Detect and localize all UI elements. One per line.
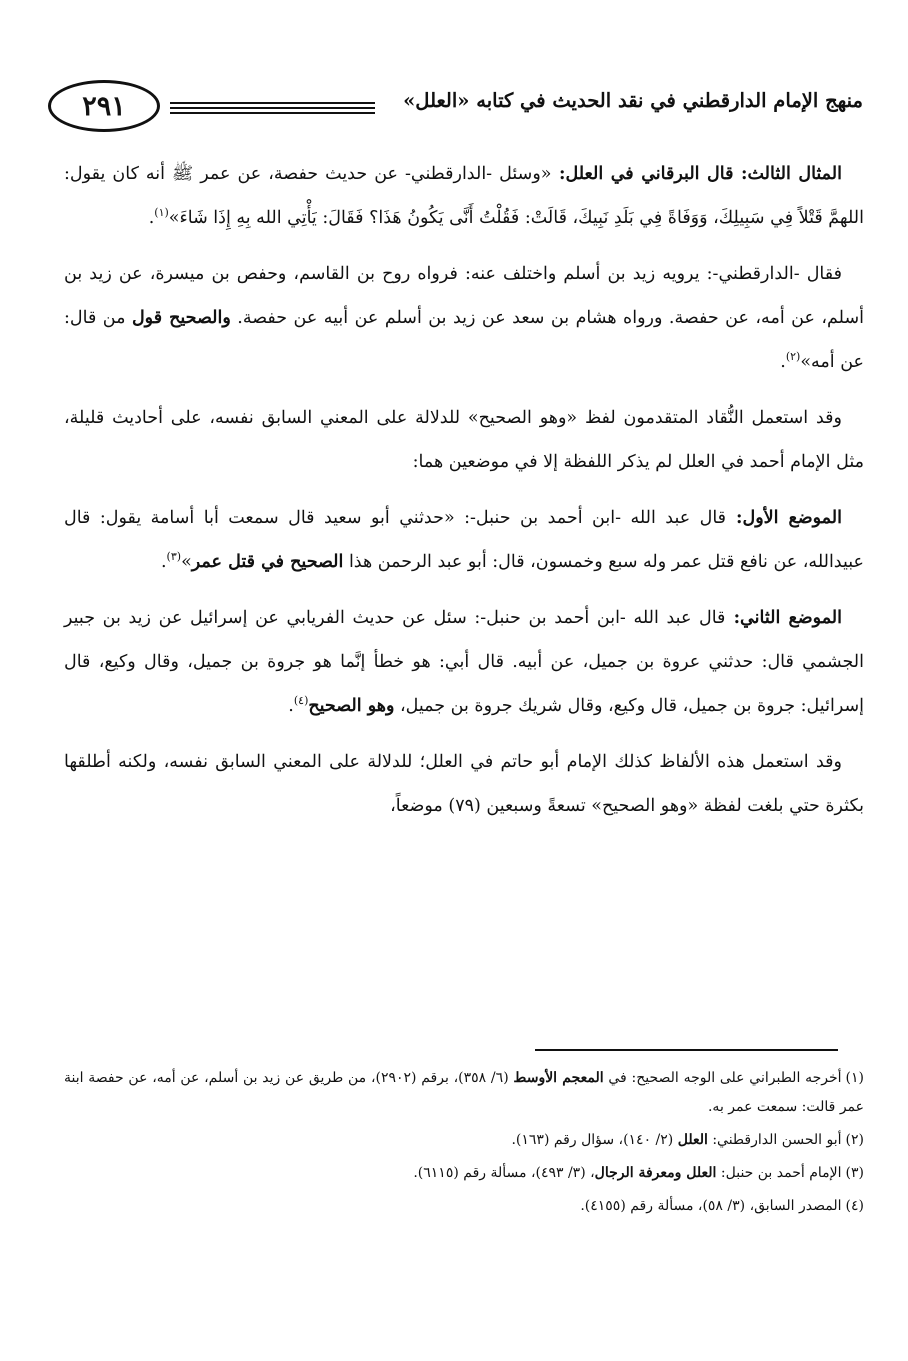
page-header (48, 76, 863, 142)
paragraph-text: قال عبد الله -ابن أحمد بن حنبل-: «حدثني أبو سعيد قال سمعت أبا أسامة يقول: قال عبيدالله، عن نافع قتل عمر وله سبع وخمسون، قال: أبو عبد الرحمن هذا (64, 508, 864, 572)
footnote-item (64, 1126, 864, 1155)
main-text (64, 152, 864, 840)
header-rule (170, 102, 375, 104)
page-number: ٢٩١ (82, 90, 126, 122)
footnote-bold: المعجم الأوسط (513, 1070, 604, 1086)
footnote-item (64, 1064, 864, 1122)
header-rules (170, 102, 375, 117)
paragraph-abu-hatim (64, 740, 864, 828)
footnote-tail: ، (٣/ ٤٩٣)، مسألة رقم (٦١١٥). (413, 1165, 595, 1181)
paragraph-end: . (780, 352, 786, 372)
header-rule (170, 107, 375, 109)
paragraph-lead: الموضع الثاني: (725, 608, 843, 628)
footnote-number: (٢) (845, 1132, 864, 1148)
footnote-divider (535, 1049, 838, 1051)
paragraph-end: . (288, 696, 294, 716)
running-title: منهج الإمام الدارقطني في نقد الحديث في كتابه «العلل» (403, 89, 863, 112)
footnote-item (64, 1192, 864, 1221)
footnote-tail: (٢/ ١٤٠)، سؤال رقم (١٦٣). (511, 1132, 678, 1148)
paragraph-bold: وهو الصحيح (308, 696, 395, 716)
footnote-ref: (٣) (166, 550, 182, 564)
paragraph-example-three (64, 152, 864, 240)
footnote-ref: (٢) (785, 350, 801, 364)
paragraph-text: فقال -الدارقطني-: يرويه زيد بن أسلم واختلف عنه: فرواه روح بن القاسم، وحفص بن ميسرة، عن زيد بن أسلم، عن أمه، عن حفصة. ورواه هشام بن سعد عن زيد بن أسلم عن أبيه عن حفصة. (64, 264, 864, 328)
footnote-ref: (١) (154, 206, 169, 220)
paragraph-bold: الصحيح في قتل عمر (191, 552, 344, 572)
paragraph-text: «وسئل -الدارقطني- عن حديث حفصة، عن عمر ﷺ أنه كان يقول: اللهمَّ قَتْلاً فِي سَبِيلِكَ، وَوَفَاةً فِي بَلَدِ نَبِيكَ، قَالَتْ: فَقُلْتُ أَنَّى يَكُونُ هَذَا؟ فَقَالَ: يَأْتِي الله بِهِ إِذَا شَاءَ» (64, 164, 864, 228)
footnote-tail: (٦/ ٣٥٨)، برقم (٢٩٠٢)، من طريق عن زيد بن أسلم، عن أمه، عن حفصة ابنة عمر قالت: سمعت عمر به. (64, 1070, 864, 1115)
header-rule (170, 112, 375, 114)
footnote-text: الإمام أحمد بن حنبل: (716, 1165, 842, 1181)
paragraph-text: قال عبد الله -ابن أحمد بن حنبل-: سئل عن حديث الفريابي عن إسرائيل عن زيد بن جبير الجشمي قال: حدثني عروة بن جميل، عن أبيه. قال أبي: هو خطأ إنَّما هو جروة بن جميل، وقال وكيع، قال إسرائيل: جروة بن جميل، قال وكيع، وقال شريك جروة بن جميل، (64, 608, 864, 716)
paragraph-critics-usage (64, 396, 864, 484)
footnote-number: (١) (845, 1070, 864, 1086)
footnote-number: (٤) (845, 1198, 864, 1214)
footnote-bold: العلل ومعرفة الرجال (594, 1165, 717, 1181)
footnote-text: المصدر السابق، (٣/ ٥٨)، مسألة رقم (٤١٥٥). (580, 1198, 842, 1214)
footnote-text: أخرجه الطبراني على الوجه الصحيح: في (603, 1070, 842, 1086)
paragraph-text-tail: من قال: عن أمه» (64, 308, 864, 372)
paragraph-lead: المثال الثالث: قال البرقاني في العلل: (551, 164, 842, 184)
footnote-bold: العلل (677, 1132, 708, 1148)
paragraph-second-place (64, 596, 864, 728)
paragraph-text-tail: » (181, 552, 192, 572)
paragraph-text: وقد استعمل النُّقاد المتقدمون لفظ «وهو الصحيح» للدلالة على المعني السابق نفسه، على أحاديث قليلة، مثل الإمام أحمد في العلل لم يذكر اللفظة إلا في موضعين هما: (64, 408, 864, 472)
paragraph-lead: الموضع الأول: (726, 508, 842, 528)
paragraph-daraqutni-answer (64, 252, 864, 384)
footnote-text: أبو الحسن الدارقطني: (707, 1132, 842, 1148)
paragraph-end: . (148, 208, 155, 228)
footnote-number: (٣) (845, 1165, 864, 1181)
paragraph-first-place (64, 496, 864, 584)
footnote-item (64, 1159, 864, 1188)
paragraph-text: وقد استعمل هذه الألفاظ كذلك الإمام أبو حاتم في العلل؛ للدلالة على المعني السابق نفسه، ولكنه أطلقها بكثرة حتي بلغت لفظة «وهو الصحيح» تسعةً وسبعين (٧٩) موضعاً، (64, 752, 864, 816)
paragraph-end: . (160, 552, 167, 572)
paragraph-bold: والصحيح قول (131, 308, 231, 328)
footnotes (64, 1064, 864, 1225)
footnote-ref: (٤) (293, 694, 309, 708)
page-number-oval (48, 80, 160, 132)
